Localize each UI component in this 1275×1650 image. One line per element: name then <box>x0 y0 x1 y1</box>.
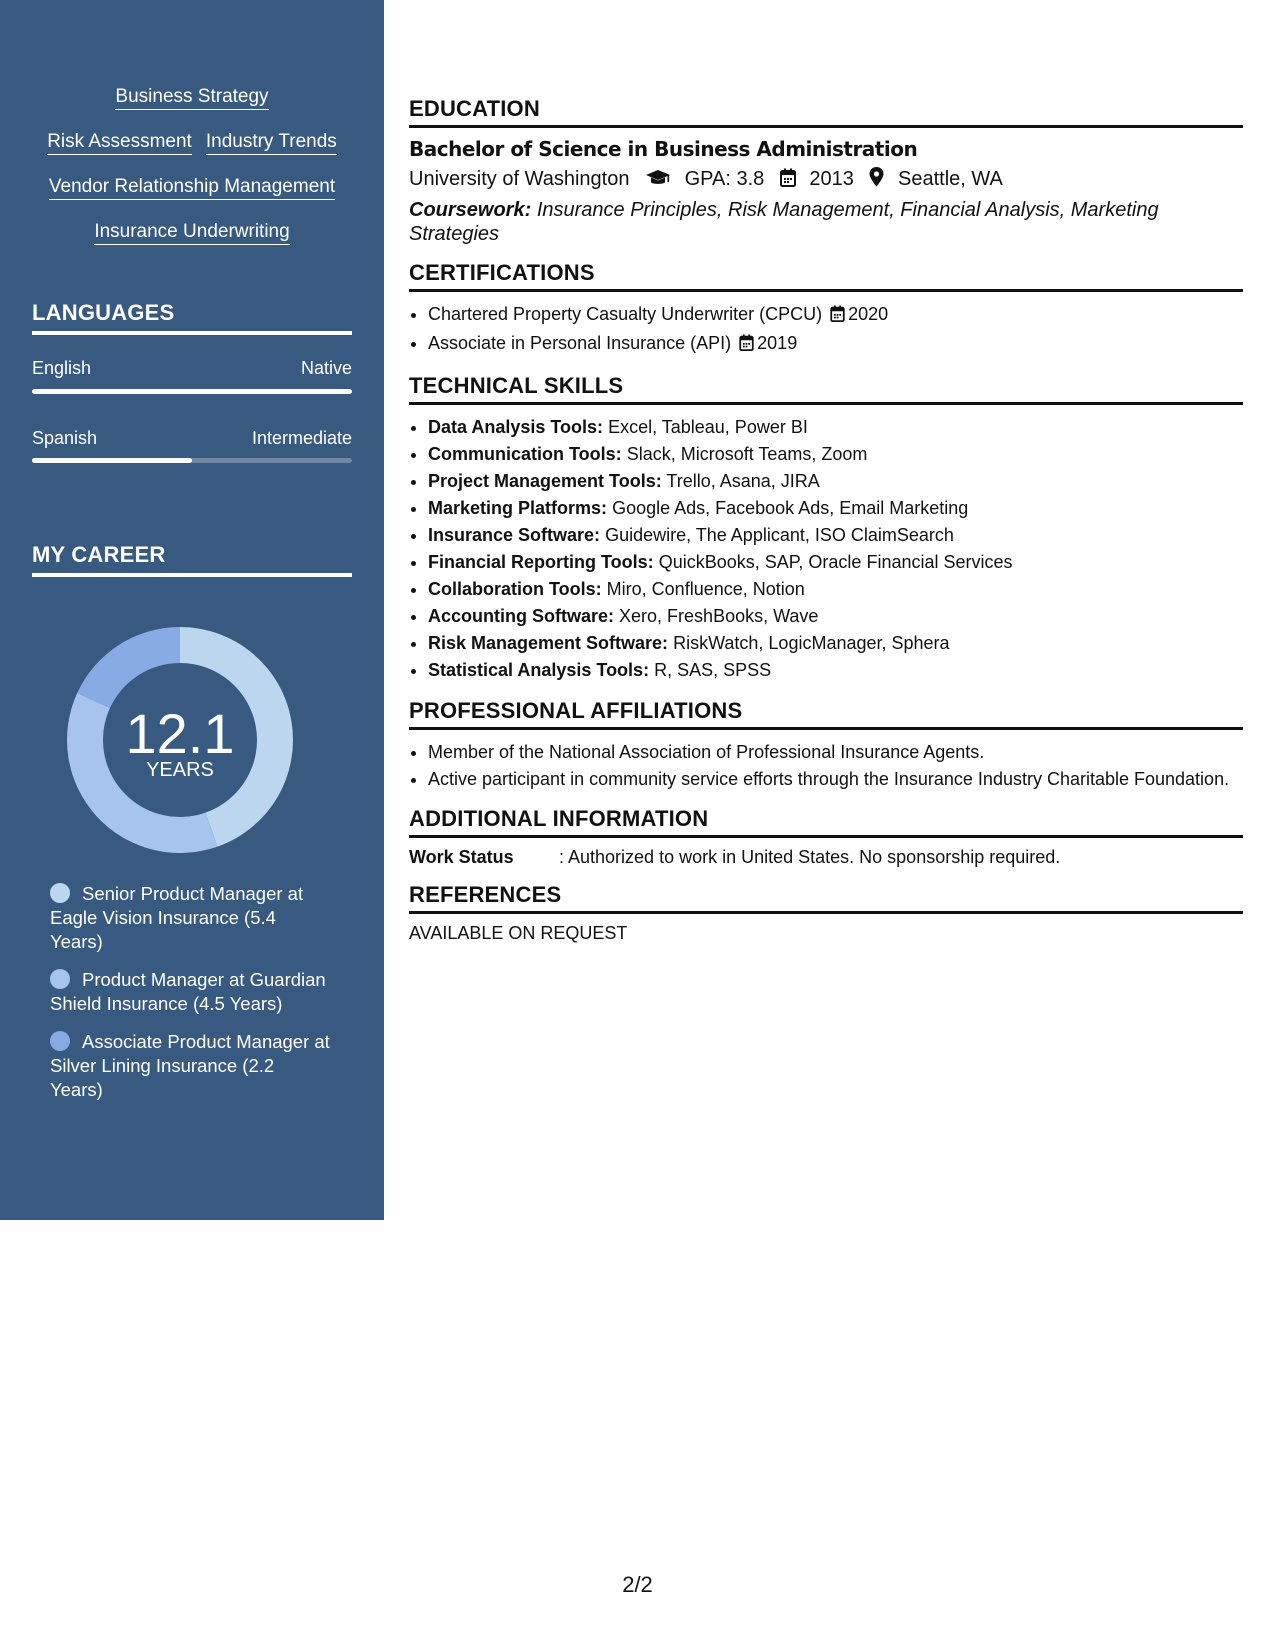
career-dot <box>50 883 70 903</box>
additional-info-section <box>409 806 1243 868</box>
language-level: Intermediate <box>251 428 352 448</box>
skill-tag: Industry Trends <box>206 131 337 155</box>
certification-item <box>428 330 1243 359</box>
section-title: REFERENCES <box>409 882 1243 914</box>
technical-skill-value: Google Ads, Facebook Ads, Email Marketing <box>612 498 969 518</box>
language-name: Spanish <box>32 428 98 448</box>
skill-tag: Business Strategy <box>115 86 268 110</box>
technical-skill-label: Communication Tools: <box>428 444 622 464</box>
references-text: AVAILABLE ON REQUEST <box>409 923 628 943</box>
sidebar <box>0 0 384 1220</box>
certification-year: 2019 <box>757 333 798 353</box>
language-name: English <box>32 358 92 378</box>
calendar-icon <box>739 332 754 359</box>
career-total: 12.1 <box>125 702 235 765</box>
languages-heading: LANGUAGES <box>32 300 352 335</box>
language-bar-fill <box>32 458 192 463</box>
technical-skill-value: RiskWatch, LogicManager, Sphera <box>673 633 950 653</box>
calendar-icon <box>780 168 796 191</box>
language-row <box>32 358 352 379</box>
technical-skill-value: QuickBooks, SAP, Oracle Financial Services <box>658 552 1013 572</box>
technical-skill-label: Accounting Software: <box>428 606 615 626</box>
school-name: University of Washington <box>409 168 630 190</box>
technical-skill-value: Slack, Microsoft Teams, Zoom <box>626 444 868 464</box>
career-heading: MY CAREER <box>32 542 352 577</box>
language-level: Native <box>300 358 352 378</box>
education-details <box>409 167 1243 191</box>
affiliation-item: • Active participant in community service efforts through the Insurance Industry Charitable Foundation. <box>428 766 1243 792</box>
technical-skill-value: Xero, FreshBooks, Wave <box>619 606 819 626</box>
career-item <box>50 882 330 954</box>
technical-skill-item <box>428 630 1243 657</box>
section-title: TECHNICAL SKILLS <box>409 373 1243 405</box>
affiliation-item: • Member of the National Association of Professional Insurance Agents. <box>428 739 1243 766</box>
education-location: Seattle, WA <box>898 168 1003 190</box>
skills-list <box>32 86 352 266</box>
technical-skill-item <box>428 441 1243 468</box>
affiliations-section <box>409 698 1243 792</box>
technical-skills-list <box>409 414 1243 684</box>
page-number: 2/2 <box>622 1572 653 1597</box>
technical-skills-section <box>409 373 1243 684</box>
career-item <box>50 968 330 1016</box>
technical-skill-item <box>428 522 1243 549</box>
career-item-text: Associate Product Manager at Silver Lining Insurance (2.2 Years) <box>50 1031 330 1100</box>
language-row <box>32 428 352 449</box>
work-status-label: Work Status <box>409 847 514 867</box>
technical-skill-label: Statistical Analysis Tools: <box>428 660 650 680</box>
coursework <box>409 198 1243 246</box>
references-section <box>409 882 1243 944</box>
coursework-label: Coursework: <box>409 199 532 221</box>
certifications-list <box>409 301 1243 359</box>
graduation-cap-icon <box>645 168 671 191</box>
section-title: ADDITIONAL INFORMATION <box>409 806 1243 838</box>
career-item <box>50 1030 330 1102</box>
certification-name: Associate in Personal Insurance (API) <box>428 333 732 353</box>
skill-tag: Insurance Underwriting <box>94 221 289 245</box>
education-section <box>409 96 1243 246</box>
work-status-value: : Authorized to work in United States. No sponsorship required. <box>559 847 1061 867</box>
career-dot <box>50 969 70 989</box>
section-title: PROFESSIONAL AFFILIATIONS <box>409 698 1243 730</box>
technical-skill-label: Project Management Tools: <box>428 471 662 491</box>
graduation-year: 2013 <box>809 168 854 190</box>
technical-skill-label: Collaboration Tools: <box>428 579 602 599</box>
skill-tag: Risk Assessment <box>47 131 192 155</box>
technical-skill-item <box>428 657 1243 684</box>
career-unit: YEARS <box>146 759 214 781</box>
technical-skill-label: Marketing Platforms: <box>428 498 608 518</box>
technical-skill-item <box>428 576 1243 603</box>
degree: Bachelor of Science in Business Administration <box>409 137 918 161</box>
technical-skill-item <box>428 549 1243 576</box>
technical-skill-value: Guidewire, The Applicant, ISO ClaimSearch <box>605 525 954 545</box>
certifications-section <box>409 260 1243 359</box>
technical-skill-item <box>428 603 1243 630</box>
work-status <box>409 847 1243 868</box>
technical-skill-label: Risk Management Software: <box>428 633 669 653</box>
section-title: CERTIFICATIONS <box>409 260 1243 292</box>
technical-skill-item <box>428 468 1243 495</box>
main-content <box>409 96 1243 958</box>
career-dot <box>50 1031 70 1051</box>
technical-skill-item <box>428 414 1243 441</box>
certification-name: Chartered Property Casualty Underwriter (CPCU) <box>428 304 823 324</box>
career-item-text: Senior Product Manager at Eagle Vision Insurance (5.4 Years) <box>50 883 304 952</box>
skill-tag: Vendor Relationship Management <box>49 176 335 200</box>
certification-year: 2020 <box>848 304 889 324</box>
technical-skill-item <box>428 495 1243 522</box>
career-donut-chart <box>58 618 302 862</box>
certification-item <box>428 301 1243 330</box>
technical-skill-label: Insurance Software: <box>428 525 601 545</box>
technical-skill-value: Trello, Asana, JIRA <box>666 471 820 491</box>
technical-skill-label: Financial Reporting Tools: <box>428 552 654 572</box>
language-bar-fill <box>32 389 352 394</box>
career-item-text: Product Manager at Guardian Shield Insurance (4.5 Years) <box>50 969 326 1014</box>
technical-skill-value: R, SAS, SPSS <box>654 660 772 680</box>
career-list <box>50 882 330 1116</box>
affiliations-list <box>409 739 1243 792</box>
career-donut-segment <box>77 627 180 708</box>
technical-skill-value: Miro, Confluence, Notion <box>606 579 805 599</box>
gpa: GPA: 3.8 <box>684 168 765 190</box>
map-pin-icon <box>869 167 884 191</box>
calendar-icon <box>830 303 845 330</box>
technical-skill-value: Excel, Tableau, Power BI <box>608 417 808 437</box>
language-bar <box>32 389 352 394</box>
section-title: EDUCATION <box>409 96 1243 128</box>
coursework-list: Insurance Principles, Risk Management, Financial Analysis, Marketing Strategies <box>409 199 1159 245</box>
technical-skill-label: Data Analysis Tools: <box>428 417 604 437</box>
language-bar <box>32 458 352 463</box>
